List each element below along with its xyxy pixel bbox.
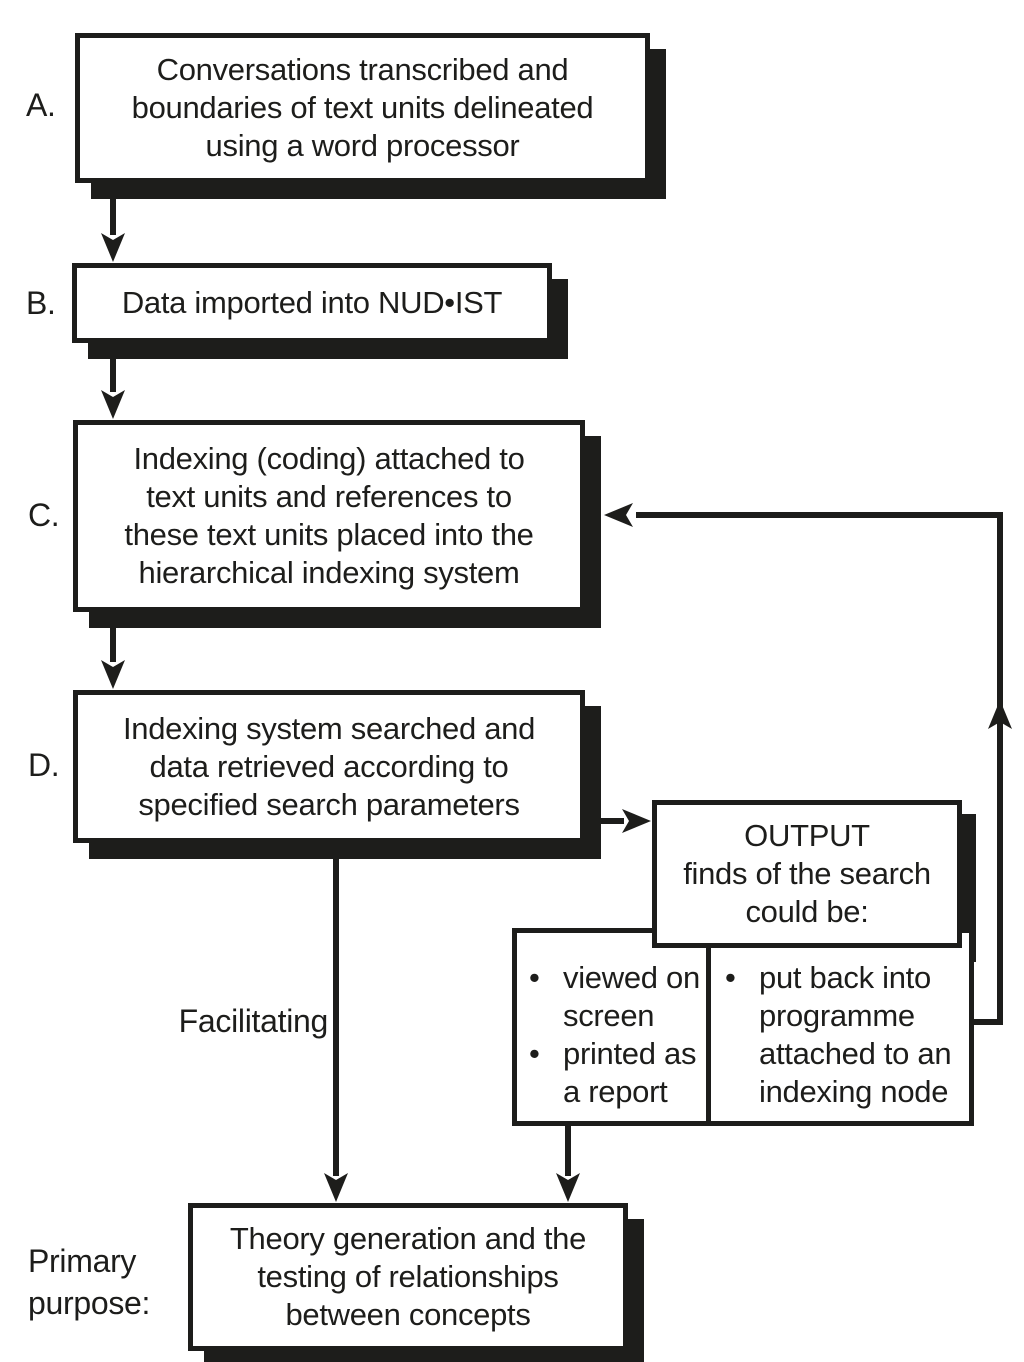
arrow-b-to-c-head: [101, 390, 125, 419]
step-label-c: C.: [28, 497, 60, 533]
theory-box-line: Theory generation and the: [229, 1221, 587, 1256]
process-box-d: [73, 690, 585, 843]
feedback-arrowhead-into-c: [604, 503, 633, 527]
bullet-icon: •: [529, 1036, 540, 1071]
output-box: [652, 800, 962, 948]
box-d-line: Indexing system searched and: [122, 710, 536, 746]
box-c-line: text units and references to: [146, 479, 512, 514]
feedback-arrowhead-up: [988, 700, 1012, 729]
box-d-line: data retrieved according to: [149, 748, 509, 784]
output-box-line: OUTPUT: [744, 818, 870, 853]
facilitating-label: Facilitating: [178, 1003, 328, 1039]
option-viewed-on-screen: • viewed on screen: [529, 960, 700, 1033]
process-box-c: [73, 420, 585, 612]
arrow-c-to-d-head: [101, 660, 125, 689]
theory-box: [188, 1203, 628, 1351]
theory-box-line: testing of relationships: [257, 1259, 559, 1294]
output-box-line: could be:: [745, 894, 869, 929]
option-put-back-into-programme: • put back into programme attached to an indexing node: [725, 960, 952, 1109]
primary-purpose-label: Primary purpose:: [28, 1243, 151, 1321]
box-a-line: Conversations transcribed and: [156, 52, 569, 87]
theory-box-line: between concepts: [285, 1297, 531, 1332]
arrow-d-to-output-head: [622, 809, 651, 833]
arrow-a-to-b-head: [101, 233, 125, 262]
step-label-d: D.: [28, 747, 60, 783]
box-a-line: using a word processor: [205, 128, 520, 163]
box-c-line: hierarchical indexing system: [138, 555, 520, 590]
bullet-icon: •: [529, 960, 540, 995]
arrow-options-to-theory-head: [556, 1173, 580, 1202]
box-c-line: Indexing (coding) attached to: [133, 441, 525, 476]
option-printed-as-report: • printed as a report: [529, 1036, 697, 1109]
process-box-a: [75, 33, 650, 183]
box-d-line: specified search parameters: [138, 786, 520, 822]
process-box-b: [72, 263, 552, 343]
step-label-a: A.: [26, 87, 56, 123]
bullet-icon: •: [725, 960, 736, 995]
output-options-right-cell: [711, 933, 969, 1121]
box-a-line: boundaries of text units delineated: [131, 90, 594, 125]
output-box-line: finds of the search: [683, 856, 931, 891]
output-options-left-cell: [517, 933, 706, 1121]
box-c-line: these text units placed into the: [124, 517, 534, 552]
output-options-box: [512, 928, 974, 1126]
arrow-facilitating-head: [324, 1173, 348, 1202]
step-label-b: B.: [26, 285, 56, 321]
box-b-line: Data imported into NUD•IST: [121, 285, 503, 320]
